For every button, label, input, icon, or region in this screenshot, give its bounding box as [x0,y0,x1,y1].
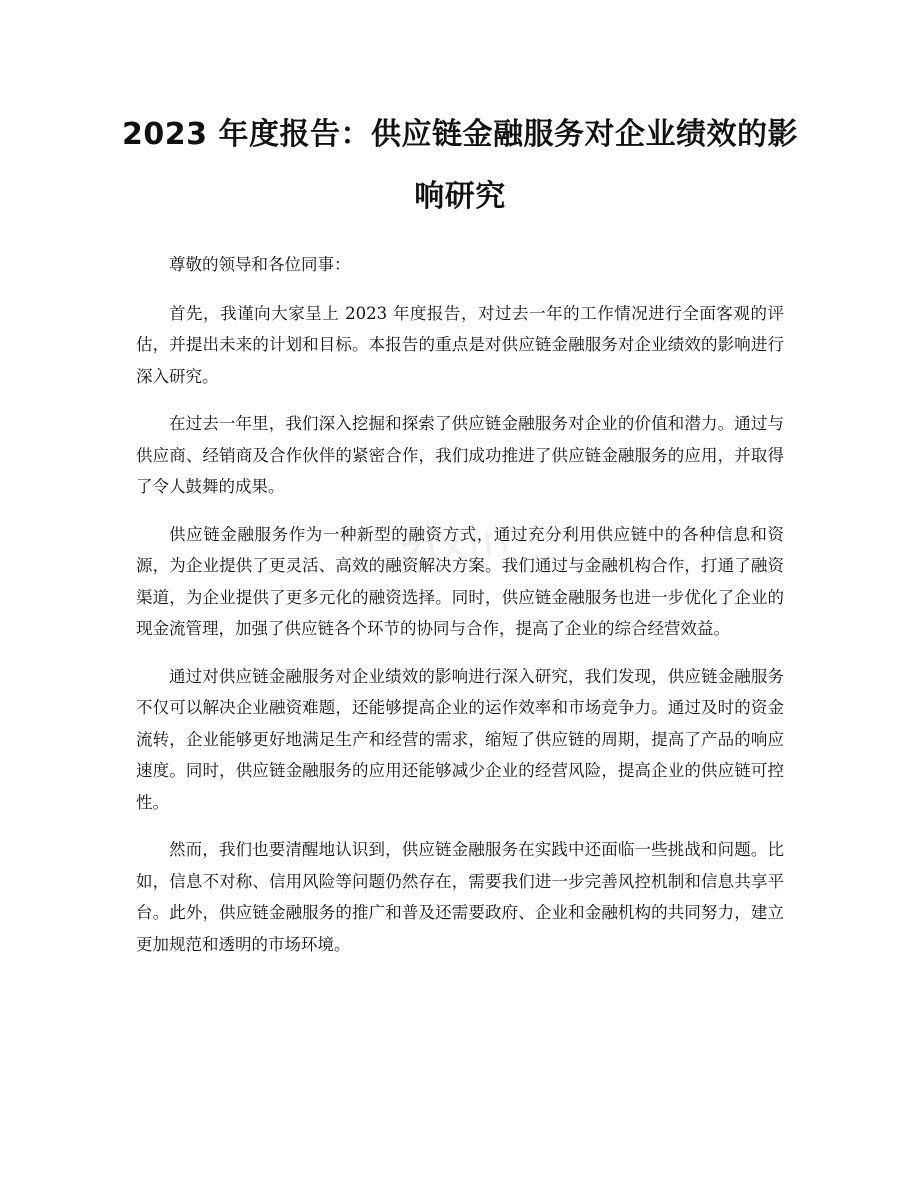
paragraph-3: 供应链金融服务作为一种新型的融资方式，通过充分利用供应链中的各种信息和资源，为企业提供了更灵活、高效的融资解决方案。我们通过与金融机构合作，打通了融资渠道，为企业提供了更多元化的融资选择。同时，供应链金融服务也进一步优化了企业的现金流管理，加强了供应链各个环节的协同与合作，提高了企业的综合经营效益。 [136,524,784,638]
paragraph-4: 通过对供应链金融服务对企业绩效的影响进行深入研究，我们发现，供应链金融服务不仅可以解决企业融资难题，还能够提高企业的运作效率和市场竞争力。通过及时的资金流转，企业能够更好地满足生产和经营的需求，缩短了供应链的周期，提高了产品的响应速度。同时，供应链金融服务的应用还能够减少企业的经营风险，提高企业的供应链可控性。 [136,666,784,812]
document-body [136,249,784,976]
salutation: 尊敬的领导和各位同事： [169,255,351,274]
paragraph-1: 首先，我谨向大家呈上 2023 年度报告，对过去一年的工作情况进行全面客观的评估，并提出未来的计划和目标。本报告的重点是对供应链金融服务对企业绩效的影响进行深入研究。 [136,303,784,386]
document-title: 2023 年度报告：供应链金融服务对企业绩效的影响研究 [122,117,798,214]
paragraph-2: 在过去一年里，我们深入挖掘和探索了供应链金融服务对企业的价值和潜力。通过与供应商、经销商及合作伙伴的紧密合作，我们成功推进了供应链金融服务的应用，并取得了令人鼓舞的成果。 [136,414,784,496]
paragraph-5: 然而，我们也要清醒地认识到，供应链金融服务在实践中还面临一些挑战和问题。比如，信息不对称、信用风险等问题仍然存在，需要我们进一步完善风控机制和信息共享平台。此外，供应链金融服务的推广和普及还需要政府、企业和金融机构的共同努力，建立更加规范和透明的市场环境。 [136,840,784,954]
watermark: zixin [397,512,515,579]
